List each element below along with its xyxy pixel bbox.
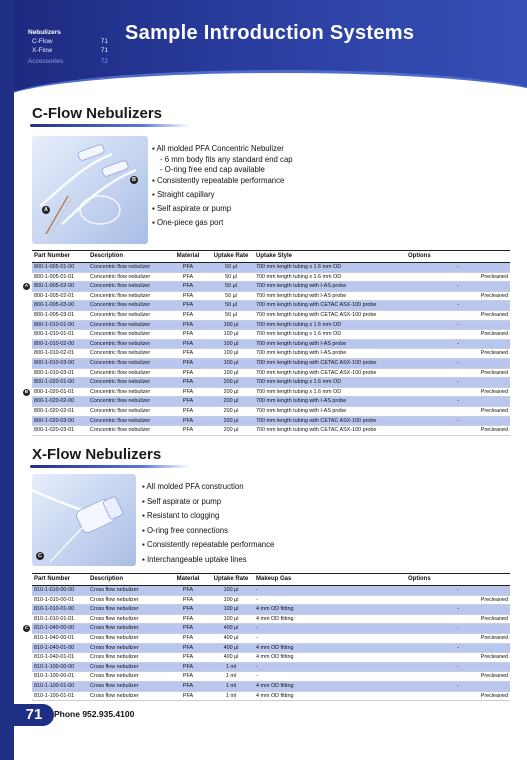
- toc-item-label: C-Flow: [32, 38, 53, 45]
- description-cell: Cross flow nebulizer: [88, 691, 168, 701]
- material-cell: PFA: [168, 624, 208, 634]
- column-header: Description: [88, 574, 168, 586]
- toc-item-accessories[interactable]: [28, 57, 108, 66]
- part-number-cell: 810-1-040-00-01: [32, 633, 88, 643]
- uptake-style-cell: 700 mm length tubing x 1.6 mm OD: [254, 330, 406, 340]
- table-row: [32, 272, 510, 282]
- material-cell: PFA: [168, 397, 208, 407]
- xflow-feature-list: [142, 480, 274, 566]
- makeup-gas-cell: 4 mm OD fitting: [254, 643, 406, 653]
- table-row: [32, 330, 510, 340]
- toc-heading: Nebulizers: [28, 29, 61, 36]
- column-header: Uptake Rate: [208, 574, 254, 586]
- toc-item-cflow[interactable]: [28, 37, 108, 46]
- uptake-rate-cell: 200 µl: [208, 406, 254, 416]
- options-cell: -: [406, 605, 510, 615]
- uptake-rate-cell: 400 µl: [208, 643, 254, 653]
- material-cell: PFA: [168, 263, 208, 273]
- options-cell: Precleaned: [406, 595, 510, 605]
- table-row: [32, 368, 510, 378]
- feature-item: ▪ O-ring free connections: [142, 525, 228, 535]
- table-row: [32, 614, 510, 624]
- options-cell: Precleaned: [406, 310, 510, 320]
- part-number-cell: 800-1-020-02-00: [32, 397, 88, 407]
- options-cell: Precleaned: [406, 653, 510, 663]
- toc-item-page: 72: [100, 58, 108, 65]
- uptake-style-cell: 700 mm length tubing with I-AS probe: [254, 349, 406, 359]
- options-cell: -: [406, 586, 510, 596]
- description-cell: Concentric flow nebulizer: [88, 263, 168, 273]
- makeup-gas-cell: -: [254, 662, 406, 672]
- description-cell: Concentric flow nebulizer: [88, 397, 168, 407]
- options-cell: Precleaned: [406, 672, 510, 682]
- options-cell: Precleaned: [406, 387, 510, 397]
- table-row-marker-a: A: [24, 283, 29, 289]
- part-number-cell: 800-1-010-03-01: [32, 368, 88, 378]
- cflow-parts-table: [32, 250, 510, 436]
- column-header: Options: [406, 574, 510, 586]
- uptake-rate-cell: 1 ml: [208, 672, 254, 682]
- makeup-gas-cell: 4 mm OD fitting: [254, 605, 406, 615]
- table-row: [32, 605, 510, 615]
- description-cell: Concentric flow nebulizer: [88, 349, 168, 359]
- makeup-gas-cell: -: [254, 595, 406, 605]
- xflow-nebulizer-photo: [32, 474, 136, 566]
- feature-item: ▪ Self aspirate or pump: [142, 496, 222, 506]
- table-row: [32, 653, 510, 663]
- options-cell: -: [406, 662, 510, 672]
- uptake-rate-cell: 50 µl: [208, 272, 254, 282]
- table-row: [32, 672, 510, 682]
- left-sidebar-stripe: [0, 0, 14, 760]
- column-header: Makeup Gas: [254, 574, 406, 586]
- description-cell: Concentric flow nebulizer: [88, 378, 168, 388]
- table-row: [32, 339, 510, 349]
- uptake-rate-cell: 100 µl: [208, 614, 254, 624]
- header-swoosh: [14, 70, 527, 96]
- material-cell: PFA: [168, 605, 208, 615]
- options-cell: -: [406, 320, 510, 330]
- uptake-style-cell: 700 mm length tubing with CETAC ASX-100 probe: [254, 358, 406, 368]
- material-cell: PFA: [168, 282, 208, 292]
- uptake-style-cell: 700 mm length tubing with CETAC ASX-100 probe: [254, 416, 406, 426]
- table-row: [32, 595, 510, 605]
- toc-item-label: X-Flow: [32, 47, 53, 54]
- description-cell: Concentric flow nebulizer: [88, 320, 168, 330]
- description-cell: Concentric flow nebulizer: [88, 368, 168, 378]
- description-cell: Cross flow nebulizer: [88, 614, 168, 624]
- material-cell: PFA: [168, 378, 208, 388]
- table-row: [32, 349, 510, 359]
- description-cell: Concentric flow nebulizer: [88, 301, 168, 311]
- feature-item: ▪ All molded PFA construction: [142, 482, 244, 491]
- part-number-cell: 800-1-010-01-00: [32, 320, 88, 330]
- part-number-cell: 810-1-040-01-00: [32, 643, 88, 653]
- uptake-rate-cell: 1 ml: [208, 662, 254, 672]
- part-number-cell: 800-1-020-02-01: [32, 406, 88, 416]
- description-cell: Concentric flow nebulizer: [88, 291, 168, 301]
- part-number-cell: 800-1-020-01-01: [32, 387, 88, 397]
- options-cell: -: [406, 397, 510, 407]
- part-number-cell: 800-1-010-02-00: [32, 339, 88, 349]
- photo-label-a: A: [42, 206, 50, 214]
- feature-item: ▪ Resistant to clogging: [142, 511, 220, 520]
- description-cell: Cross flow nebulizer: [88, 681, 168, 691]
- uptake-rate-cell: 200 µl: [208, 387, 254, 397]
- part-number-cell: 810-1-010-01-00: [32, 605, 88, 615]
- description-cell: Cross flow nebulizer: [88, 605, 168, 615]
- part-number-cell: 810-1-010-01-01: [32, 614, 88, 624]
- uptake-rate-cell: 200 µl: [208, 378, 254, 388]
- description-cell: Concentric flow nebulizer: [88, 426, 168, 436]
- part-number-cell: 800-1-020-01-00: [32, 378, 88, 388]
- uptake-rate-cell: 100 µl: [208, 595, 254, 605]
- material-cell: PFA: [168, 310, 208, 320]
- uptake-rate-cell: 50 µl: [208, 263, 254, 273]
- part-number-cell: 800-1-020-03-00: [32, 416, 88, 426]
- toc-item-label: Accessories: [28, 58, 64, 65]
- feature-item: ▪ Self aspirate or pump: [152, 204, 232, 213]
- description-cell: Cross flow nebulizer: [88, 662, 168, 672]
- material-cell: PFA: [168, 653, 208, 663]
- uptake-rate-cell: 100 µl: [208, 349, 254, 359]
- part-number-cell: 800-1-005-01-01: [32, 272, 88, 282]
- makeup-gas-cell: -: [254, 633, 406, 643]
- material-cell: PFA: [168, 291, 208, 301]
- table-row: [32, 397, 510, 407]
- makeup-gas-cell: 4 mm OD fitting: [254, 691, 406, 701]
- cflow-title-underline: [30, 124, 190, 127]
- uptake-rate-cell: 50 µl: [208, 310, 254, 320]
- toc-item-page: 71: [100, 38, 108, 45]
- part-number-cell: 810-1-040-01-01: [32, 653, 88, 663]
- feature-subitem: - 6 mm body fits any standard end cap: [160, 155, 293, 164]
- feature-subitem: - O-ring free end cap available: [160, 165, 265, 174]
- description-cell: Cross flow nebulizer: [88, 633, 168, 643]
- uptake-style-cell: 700 mm length tubing with I-AS probe: [254, 339, 406, 349]
- uptake-style-cell: 700 mm length tubing with I-AS probe: [254, 282, 406, 292]
- table-row: [32, 263, 510, 273]
- table-row: [32, 681, 510, 691]
- options-cell: -: [406, 643, 510, 653]
- part-number-cell: 810-1-100-00-00: [32, 662, 88, 672]
- options-cell: -: [406, 263, 510, 273]
- part-number-cell: 800-1-005-02-01: [32, 291, 88, 301]
- description-cell: Concentric flow nebulizer: [88, 282, 168, 292]
- material-cell: PFA: [168, 672, 208, 682]
- material-cell: PFA: [168, 681, 208, 691]
- table-row: [32, 643, 510, 653]
- description-cell: Concentric flow nebulizer: [88, 272, 168, 282]
- column-header: Options: [406, 251, 510, 263]
- table-row: [32, 282, 510, 292]
- description-cell: Concentric flow nebulizer: [88, 406, 168, 416]
- material-cell: PFA: [168, 368, 208, 378]
- options-cell: Precleaned: [406, 272, 510, 282]
- uptake-rate-cell: 100 µl: [208, 320, 254, 330]
- xflow-section-title: X-Flow Nebulizers: [32, 446, 162, 463]
- uptake-style-cell: 700 mm length tubing x 1.6 mm OD: [254, 263, 406, 273]
- column-header: Uptake Rate: [208, 251, 254, 263]
- uptake-style-cell: 700 mm length tubing with CETAC ASX-100 probe: [254, 426, 406, 436]
- uptake-rate-cell: 50 µl: [208, 282, 254, 292]
- part-number-cell: 810-1-100-01-00: [32, 681, 88, 691]
- makeup-gas-cell: -: [254, 586, 406, 596]
- material-cell: PFA: [168, 406, 208, 416]
- options-cell: Precleaned: [406, 691, 510, 701]
- makeup-gas-cell: 4 mm OD fitting: [254, 681, 406, 691]
- material-cell: PFA: [168, 272, 208, 282]
- material-cell: PFA: [168, 330, 208, 340]
- table-row: [32, 586, 510, 596]
- uptake-rate-cell: 1 ml: [208, 691, 254, 701]
- uptake-rate-cell: 100 µl: [208, 368, 254, 378]
- description-cell: Cross flow nebulizer: [88, 653, 168, 663]
- material-cell: PFA: [168, 691, 208, 701]
- table-row: [32, 633, 510, 643]
- uptake-style-cell: 700 mm length tubing with I-AS probe: [254, 406, 406, 416]
- options-cell: Precleaned: [406, 291, 510, 301]
- uptake-style-cell: 700 mm length tubing with I-AS probe: [254, 291, 406, 301]
- material-cell: PFA: [168, 387, 208, 397]
- description-cell: Concentric flow nebulizer: [88, 339, 168, 349]
- options-cell: Precleaned: [406, 406, 510, 416]
- material-cell: PFA: [168, 301, 208, 311]
- options-cell: Precleaned: [406, 349, 510, 359]
- description-cell: Concentric flow nebulizer: [88, 330, 168, 340]
- options-cell: -: [406, 624, 510, 634]
- uptake-style-cell: 700 mm length tubing x 1.6 mm OD: [254, 387, 406, 397]
- column-header: Part Number: [32, 251, 88, 263]
- table-row: [32, 691, 510, 701]
- description-cell: Concentric flow nebulizer: [88, 310, 168, 320]
- uptake-style-cell: 700 mm length tubing with I-AS probe: [254, 397, 406, 407]
- column-header: Material: [168, 251, 208, 263]
- table-row-marker-b: B: [24, 389, 29, 395]
- uptake-style-cell: 700 mm length tubing with CETAC ASX-100 probe: [254, 310, 406, 320]
- table-row: [32, 310, 510, 320]
- material-cell: PFA: [168, 633, 208, 643]
- feature-item: ▪ All molded PFA Concentric Nebulizer: [152, 144, 284, 153]
- uptake-style-cell: 700 mm length tubing x 1.6 mm OD: [254, 272, 406, 282]
- page-title: Sample Introduction Systems: [125, 22, 415, 44]
- options-cell: -: [406, 681, 510, 691]
- material-cell: PFA: [168, 416, 208, 426]
- description-cell: Cross flow nebulizer: [88, 624, 168, 634]
- material-cell: PFA: [168, 320, 208, 330]
- options-cell: Precleaned: [406, 614, 510, 624]
- options-cell: -: [406, 416, 510, 426]
- table-row: [32, 416, 510, 426]
- material-cell: PFA: [168, 339, 208, 349]
- feature-item: ▪ Straight capillary: [152, 190, 215, 199]
- uptake-style-cell: 700 mm length tubing with CETAC ASX-100 probe: [254, 301, 406, 311]
- part-number-cell: 800-1-010-01-01: [32, 330, 88, 340]
- cflow-section-title: C-Flow Nebulizers: [32, 105, 163, 122]
- table-header-row: [32, 251, 510, 263]
- part-number-cell: 800-1-020-03-01: [32, 426, 88, 436]
- table-row: [32, 358, 510, 368]
- part-number-cell: 810-1-100-00-01: [32, 672, 88, 682]
- description-cell: Concentric flow nebulizer: [88, 387, 168, 397]
- xflow-nebulizer-illustration: [32, 474, 136, 566]
- phone-number: Phone 952.935.4100: [54, 709, 135, 719]
- uptake-rate-cell: 400 µl: [208, 624, 254, 634]
- feature-item: ▪ One-piece gas port: [152, 218, 224, 227]
- table-row-marker-c: C: [24, 625, 29, 631]
- feature-item: ▪ Interchangeable uptake lines: [142, 554, 247, 564]
- uptake-rate-cell: 400 µl: [208, 653, 254, 663]
- options-cell: Precleaned: [406, 368, 510, 378]
- options-cell: Precleaned: [406, 426, 510, 436]
- options-cell: -: [406, 378, 510, 388]
- uptake-style-cell: 700 mm length tubing with CETAC ASX-100 probe: [254, 368, 406, 378]
- table-header-row: [32, 574, 510, 586]
- options-cell: -: [406, 339, 510, 349]
- part-number-cell: 800-1-010-03-00: [32, 358, 88, 368]
- cflow-feature-list: [152, 143, 293, 229]
- options-cell: -: [406, 301, 510, 311]
- uptake-rate-cell: 200 µl: [208, 416, 254, 426]
- uptake-rate-cell: 100 µl: [208, 330, 254, 340]
- description-cell: Concentric flow nebulizer: [88, 416, 168, 426]
- xflow-parts-table: [32, 573, 510, 701]
- part-number-cell: 800-1-005-03-01: [32, 310, 88, 320]
- feature-item: ▪ Consistently repeatable performance: [142, 540, 275, 549]
- material-cell: PFA: [168, 643, 208, 653]
- table-row: [32, 624, 510, 634]
- part-number-cell: 800-1-005-02-00: [32, 282, 88, 292]
- part-number-cell: 800-1-010-02-01: [32, 349, 88, 359]
- table-row: [32, 662, 510, 672]
- table-row: [32, 301, 510, 311]
- uptake-rate-cell: 400 µl: [208, 633, 254, 643]
- uptake-rate-cell: 50 µl: [208, 291, 254, 301]
- table-row: [32, 291, 510, 301]
- material-cell: PFA: [168, 426, 208, 436]
- uptake-rate-cell: 1 ml: [208, 681, 254, 691]
- table-row: [32, 387, 510, 397]
- makeup-gas-cell: 4 mm OD fitting: [254, 614, 406, 624]
- table-row: [32, 406, 510, 416]
- table-row: [32, 378, 510, 388]
- uptake-style-cell: 700 mm length tubing x 1.6 mm OD: [254, 320, 406, 330]
- uptake-rate-cell: 50 µl: [208, 301, 254, 311]
- table-row: [32, 320, 510, 330]
- uptake-rate-cell: 100 µl: [208, 605, 254, 615]
- uptake-style-cell: 700 mm length tubing x 1.6 mm OD: [254, 378, 406, 388]
- part-number-cell: 810-1-010-00-00: [32, 586, 88, 596]
- uptake-rate-cell: 100 µl: [208, 358, 254, 368]
- photo-label-b: B: [130, 176, 138, 184]
- uptake-rate-cell: 100 µl: [208, 339, 254, 349]
- column-header: Part Number: [32, 574, 88, 586]
- material-cell: PFA: [168, 614, 208, 624]
- xflow-title-underline: [30, 465, 190, 468]
- cflow-nebulizer-photo: [32, 136, 148, 244]
- material-cell: PFA: [168, 595, 208, 605]
- description-cell: Concentric flow nebulizer: [88, 358, 168, 368]
- part-number-cell: 800-1-005-03-00: [32, 301, 88, 311]
- description-cell: Cross flow nebulizer: [88, 586, 168, 596]
- page-number: 71: [14, 704, 54, 726]
- material-cell: PFA: [168, 349, 208, 359]
- description-cell: Cross flow nebulizer: [88, 672, 168, 682]
- table-row: [32, 426, 510, 436]
- options-cell: Precleaned: [406, 633, 510, 643]
- options-cell: -: [406, 358, 510, 368]
- makeup-gas-cell: -: [254, 672, 406, 682]
- uptake-rate-cell: 200 µl: [208, 397, 254, 407]
- options-cell: -: [406, 282, 510, 292]
- part-number-cell: 810-1-100-01-01: [32, 691, 88, 701]
- toc-item-page: 71: [100, 47, 108, 54]
- feature-item: ▪ Consistently repeatable performance: [152, 176, 285, 185]
- material-cell: PFA: [168, 358, 208, 368]
- part-number-cell: 800-1-005-01-00: [32, 263, 88, 273]
- makeup-gas-cell: -: [254, 624, 406, 634]
- cflow-nebulizer-illustration: [32, 136, 148, 244]
- column-header: Description: [88, 251, 168, 263]
- column-header: Material: [168, 574, 208, 586]
- section-toc: [28, 28, 108, 66]
- uptake-rate-cell: 200 µl: [208, 426, 254, 436]
- column-header: Uptake Style: [254, 251, 406, 263]
- options-cell: Precleaned: [406, 330, 510, 340]
- description-cell: Cross flow nebulizer: [88, 643, 168, 653]
- description-cell: Cross flow nebulizer: [88, 595, 168, 605]
- photo-label-c: C: [36, 552, 44, 560]
- uptake-rate-cell: 100 µl: [208, 586, 254, 596]
- part-number-cell: 810-1-040-00-00: [32, 624, 88, 634]
- material-cell: PFA: [168, 662, 208, 672]
- material-cell: PFA: [168, 586, 208, 596]
- toc-item-xflow[interactable]: [28, 46, 108, 55]
- makeup-gas-cell: 4 mm OD fitting: [254, 653, 406, 663]
- part-number-cell: 810-1-010-00-01: [32, 595, 88, 605]
